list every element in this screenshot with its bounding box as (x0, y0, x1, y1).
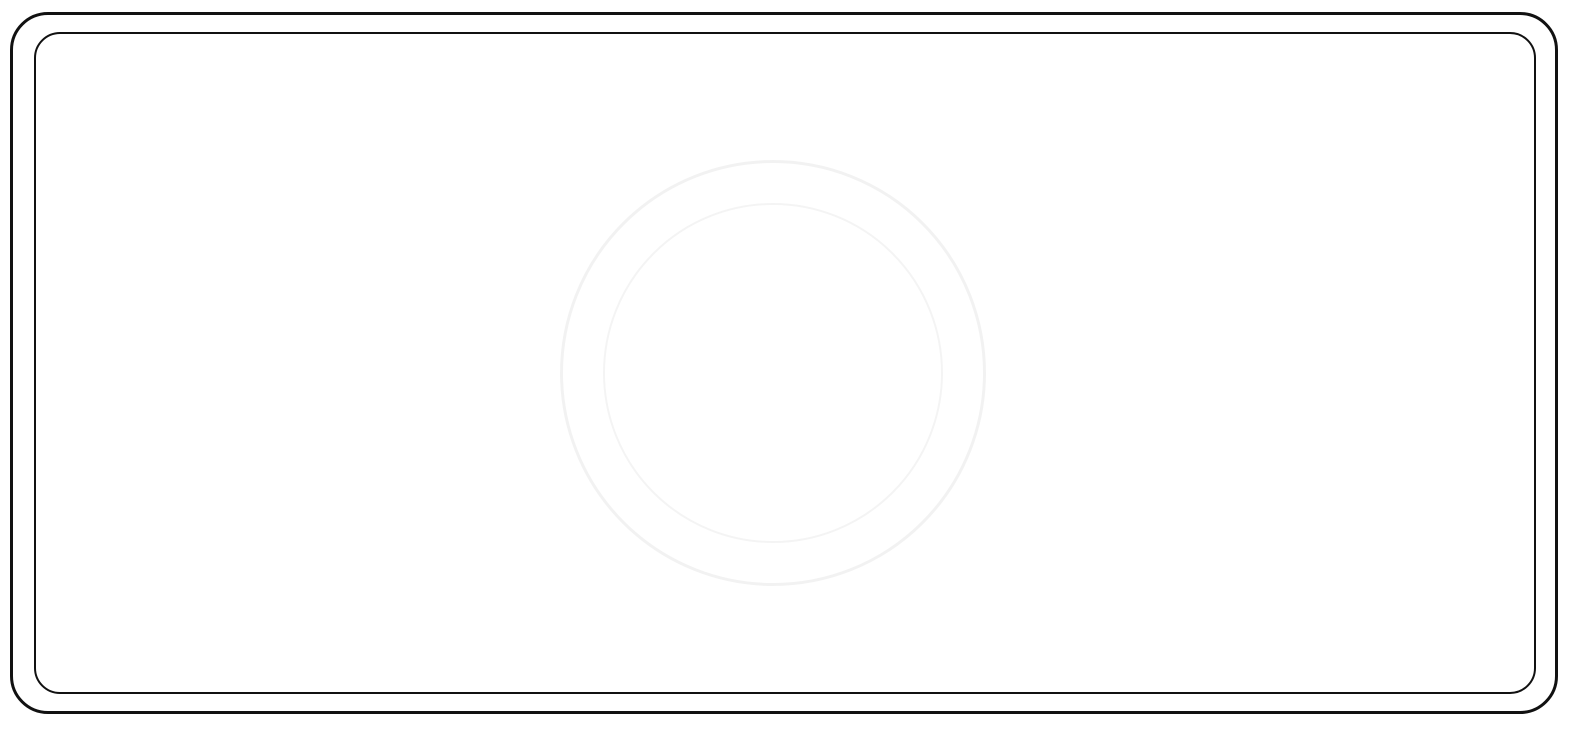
notice-line (58, 284, 1520, 311)
notice-line (58, 343, 1520, 370)
notice-line (58, 78, 1520, 105)
notice-line (58, 313, 1520, 340)
notice-line (58, 519, 1520, 546)
notice-line (58, 490, 1520, 517)
notice-line (58, 166, 1520, 193)
notice-line (58, 607, 1520, 634)
notice-line (58, 196, 1520, 223)
notice-line (58, 254, 1520, 281)
notice-line (58, 548, 1520, 575)
notice-line (58, 401, 1520, 428)
notice-line (58, 225, 1520, 252)
notice-line (58, 666, 1520, 693)
notice-line (58, 137, 1520, 164)
notice-line (58, 372, 1520, 399)
notice-line (58, 578, 1520, 605)
notice-line (58, 107, 1520, 134)
notice-body (58, 48, 1520, 678)
notice-line (58, 637, 1520, 664)
notice-line (58, 460, 1520, 487)
notice-line (58, 431, 1520, 458)
